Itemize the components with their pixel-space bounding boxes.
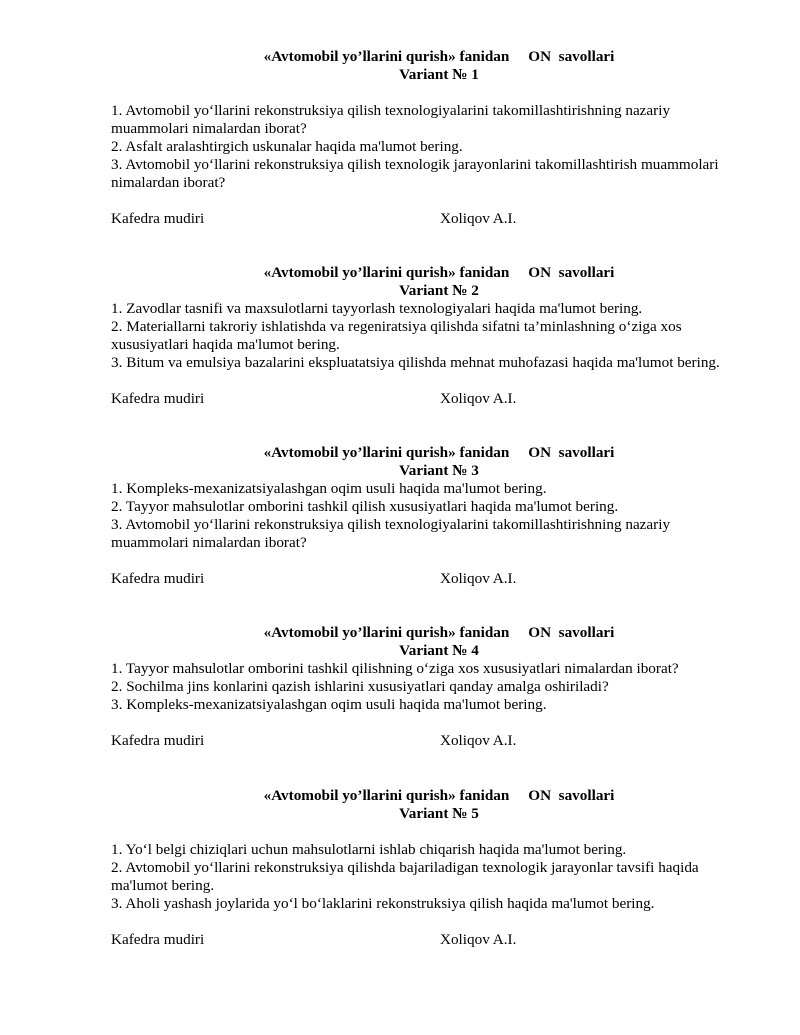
question-1: 1. Kompleks-mexanizatsiyalashgan oqim usuli haqida ma'lumot bering. — [111, 480, 547, 497]
question-1: 1. Avtomobil yo‘llarini rekonstruksiya qilish texnologiyalarini takomillashtirishning nazariy muammolari nimalardan iborat? — [111, 102, 671, 137]
section-title: «Avtomobil yo’llarini qurish» fanidan ON savollari — [263, 48, 615, 65]
section-title: «Avtomobil yo’llarini qurish» fanidan ON savollari — [263, 264, 615, 281]
signature-name: Xoliqov A.I. — [440, 570, 517, 587]
variant-number: Variant № 5 — [399, 805, 479, 822]
signature-role: Kafedra mudiri — [111, 732, 205, 749]
variant-number: Variant № 1 — [399, 66, 479, 83]
signature-line — [111, 210, 751, 228]
question-2: 2. Asfalt aralashtirgich uskunalar haqida ma'lumot bering. — [111, 138, 463, 155]
variant-section-5 — [111, 787, 751, 949]
question-3: 3. Avtomobil yo‘llarini rekonstruksiya qilish texnologik jarayonlarini takomillashtirish muammolari nimalardan iborat? — [111, 156, 719, 191]
question-2: 2. Materiallarni takroriy ishlatishda va regeniratsiya qilishda sifatni ta’minlashning o‘ziga xos xususiyatlari haqida ma'lumot bering. — [111, 318, 682, 353]
variant-section-4 — [111, 624, 751, 750]
variant-number: Variant № 3 — [399, 462, 479, 479]
question-3: 3. Aholi yashash joylarida yo‘l bo‘laklarini rekonstruksiya qilish haqida ma'lumot bering. — [111, 895, 655, 912]
signature-line — [111, 570, 751, 588]
section-title: «Avtomobil yo’llarini qurish» fanidan ON savollari — [263, 624, 615, 641]
signature-name: Xoliqov A.I. — [440, 390, 517, 407]
signature-role: Kafedra mudiri — [111, 210, 205, 227]
variant-number: Variant № 4 — [399, 642, 479, 659]
signature-line — [111, 390, 751, 408]
question-2: 2. Tayyor mahsulotlar omborini tashkil qilish xususiyatlari haqida ma'lumot bering. — [111, 498, 619, 515]
question-1: 1. Yo‘l belgi chiziqlari uchun mahsulotlarni ishlab chiqarish haqida ma'lumot bering. — [111, 841, 627, 858]
section-title: «Avtomobil yo’llarini qurish» fanidan ON savollari — [263, 444, 615, 461]
signature-role: Kafedra mudiri — [111, 570, 205, 587]
variant-section-1 — [111, 48, 751, 228]
variant-section-3 — [111, 444, 751, 588]
question-2: 2. Avtomobil yo‘llarini rekonstruksiya qilishda bajariladigan texnologik jarayonlar tavsifi haqida ma'lumot bering. — [111, 859, 699, 894]
question-1: 1. Tayyor mahsulotlar omborini tashkil qilishning o‘ziga xos xususiyatlari nimalardan iborat? — [111, 660, 679, 677]
variant-number: Variant № 2 — [399, 282, 479, 299]
signature-line — [111, 931, 751, 949]
signature-name: Xoliqov A.I. — [440, 732, 517, 749]
signature-name: Xoliqov A.I. — [440, 931, 517, 948]
question-1: 1. Zavodlar tasnifi va maxsulotlarni tayyorlash texnologiyalari haqida ma'lumot bering. — [111, 300, 643, 317]
signature-role: Kafedra mudiri — [111, 390, 205, 407]
signature-line — [111, 732, 751, 750]
signature-name: Xoliqov A.I. — [440, 210, 517, 227]
question-3: 3. Avtomobil yo‘llarini rekonstruksiya qilish texnologiyalarini takomillashtirishning nazariy muammolari nimalardan iborat? — [111, 516, 671, 551]
question-3: 3. Bitum va emulsiya bazalarini ekspluatatsiya qilishda mehnat muhofazasi haqida ma'lumot bering. — [111, 354, 720, 371]
signature-role: Kafedra mudiri — [111, 931, 205, 948]
variant-section-2 — [111, 264, 751, 408]
question-2: 2. Sochilma jins konlarini qazish ishlarini xususiyatlari qanday amalga oshiriladi? — [111, 678, 609, 695]
question-3: 3. Kompleks-mexanizatsiyalashgan oqim usuli haqida ma'lumot bering. — [111, 696, 547, 713]
section-title: «Avtomobil yo’llarini qurish» fanidan ON savollari — [263, 787, 615, 804]
